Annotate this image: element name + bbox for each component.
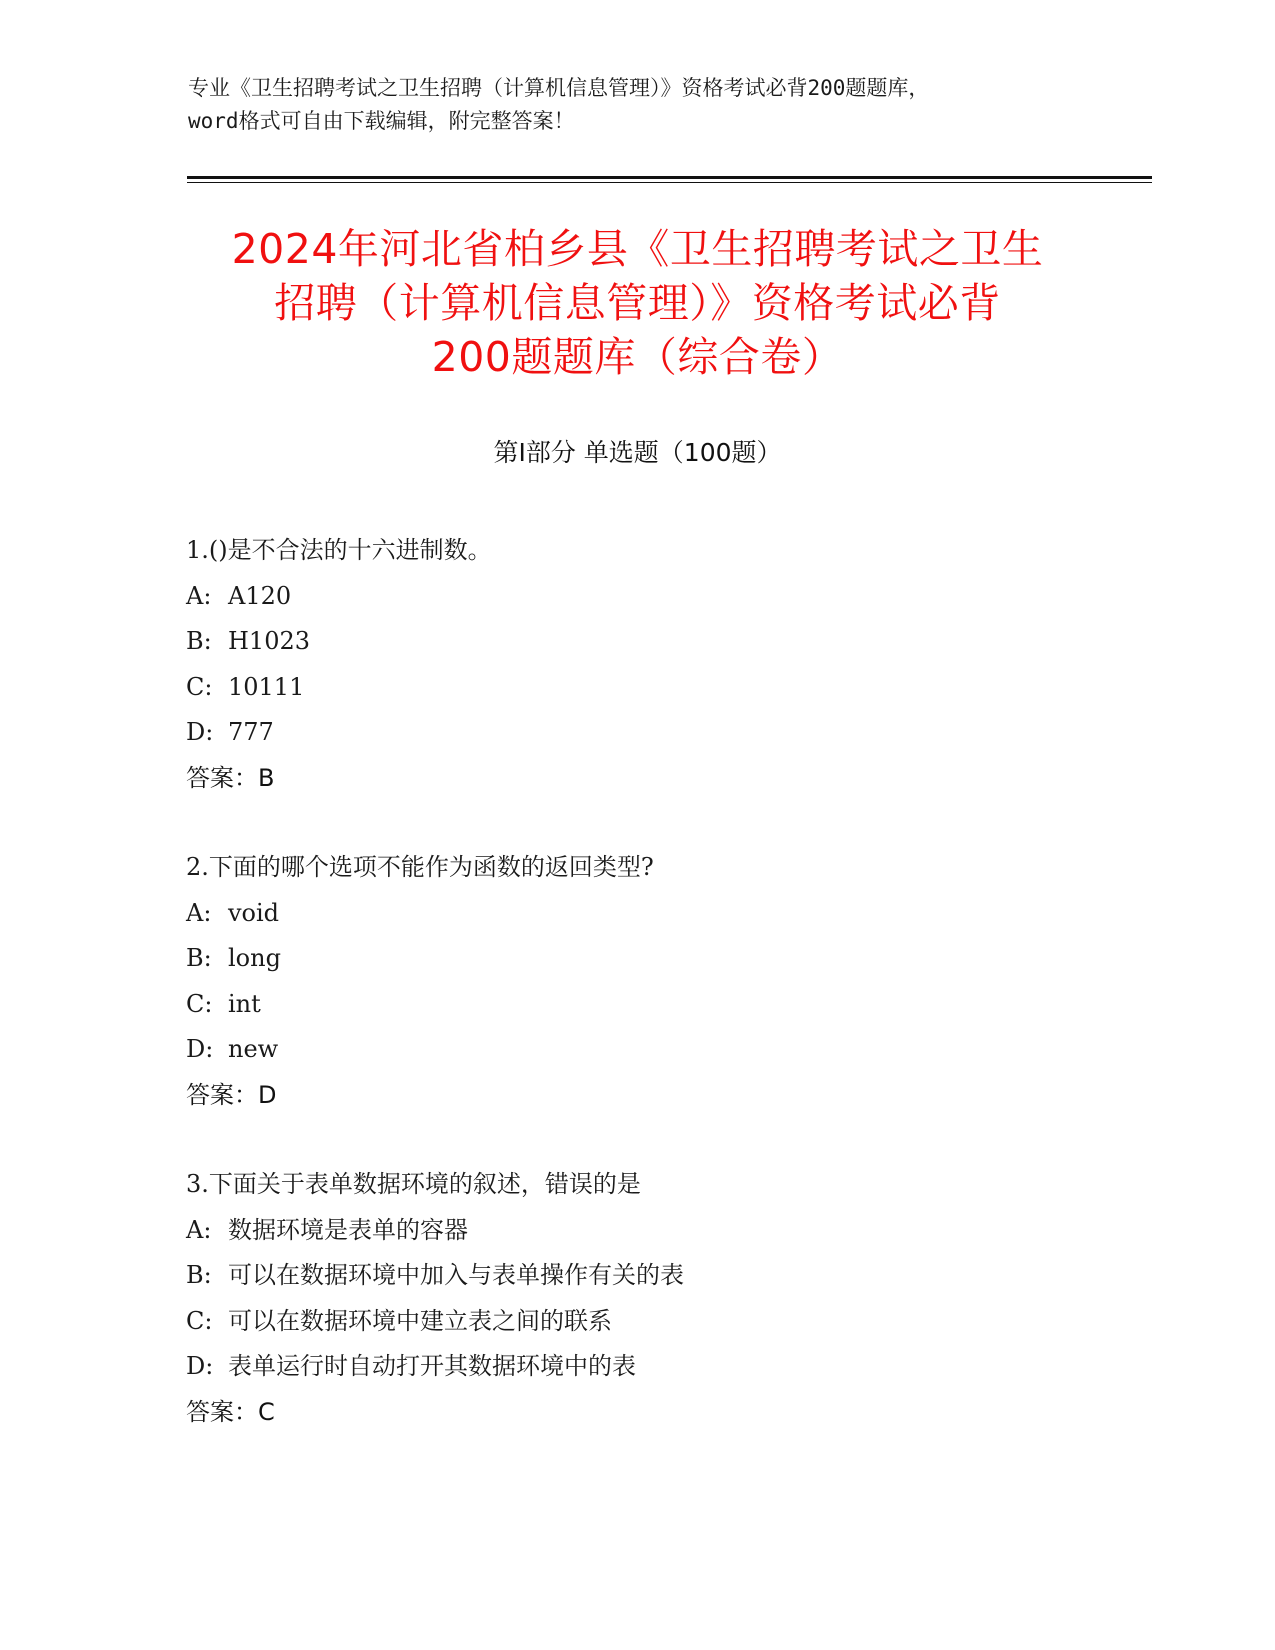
title-line-2: 招聘（计算机信息管理）》资格考试必背 — [274, 279, 1001, 327]
header-note-line-2: word格式可自由下载编辑，附完整答案！ — [188, 109, 575, 133]
option-c — [186, 1299, 1086, 1345]
title-line-3: 200题题库（综合卷） — [431, 333, 844, 381]
option-text: H1023 — [228, 627, 311, 655]
option-c — [186, 982, 1086, 1028]
option-letter: D: — [186, 1035, 214, 1063]
header-divider-thick — [187, 176, 1152, 179]
answer: 答案：C — [186, 1397, 275, 1426]
question-list — [186, 528, 1086, 1479]
header-note-line-1: 专业《卫生招聘考试之卫生招聘（计算机信息管理）》资格考试必背200题题库， — [188, 76, 930, 100]
question-stem: 1.()是不合法的十六进制数。 — [186, 536, 492, 564]
option-letter: B: — [186, 1261, 212, 1289]
option-d — [186, 1027, 1086, 1073]
option-d — [186, 710, 1086, 756]
option-text: 可以在数据环境中建立表之间的联系 — [228, 1306, 612, 1335]
option-text: int — [228, 989, 261, 1018]
option-a — [186, 891, 1086, 937]
option-text: 表单运行时自动打开其数据环境中的表 — [228, 1352, 636, 1380]
question-stem: 3.下面关于表单数据环境的叙述，错误的是 — [186, 1170, 641, 1198]
option-text: new — [228, 1035, 279, 1063]
header-divider-thin — [187, 182, 1152, 183]
option-text: void — [228, 898, 280, 927]
option-d — [186, 1344, 1086, 1390]
question-item — [186, 1162, 1086, 1435]
option-b — [186, 1253, 1086, 1299]
option-letter: D: — [186, 1352, 214, 1380]
option-b — [186, 619, 1086, 665]
option-letter: A: — [186, 898, 212, 927]
header-note — [188, 72, 1088, 138]
option-text: 777 — [228, 718, 274, 746]
option-text: 可以在数据环境中加入与表单操作有关的表 — [228, 1261, 684, 1289]
title-line-1: 2024年河北省柏乡县《卫生招聘考试之卫生 — [231, 225, 1044, 273]
answer: 答案：D — [186, 1080, 277, 1109]
option-letter: B: — [186, 627, 212, 655]
option-a — [186, 574, 1086, 620]
option-text: long — [228, 944, 281, 972]
document-title — [150, 222, 1125, 384]
option-text: 数据环境是表单的容器 — [228, 1215, 468, 1244]
option-letter: A: — [186, 1215, 212, 1244]
option-a — [186, 1208, 1086, 1254]
option-c — [186, 665, 1086, 711]
option-text: A120 — [228, 581, 292, 610]
section-title: 第Ⅰ部分 单选题（100题） — [493, 438, 782, 467]
option-b — [186, 936, 1086, 982]
answer: 答案：B — [186, 763, 275, 792]
option-letter: B: — [186, 944, 212, 972]
option-text: 10111 — [228, 672, 305, 701]
option-letter: C: — [186, 1306, 213, 1335]
option-letter: C: — [186, 672, 213, 701]
question-item — [186, 845, 1086, 1118]
option-letter: C: — [186, 989, 213, 1018]
option-letter: A: — [186, 581, 212, 610]
question-item — [186, 528, 1086, 801]
question-stem: 2.下面的哪个选项不能作为函数的返回类型? — [186, 853, 654, 881]
option-letter: D: — [186, 718, 214, 746]
